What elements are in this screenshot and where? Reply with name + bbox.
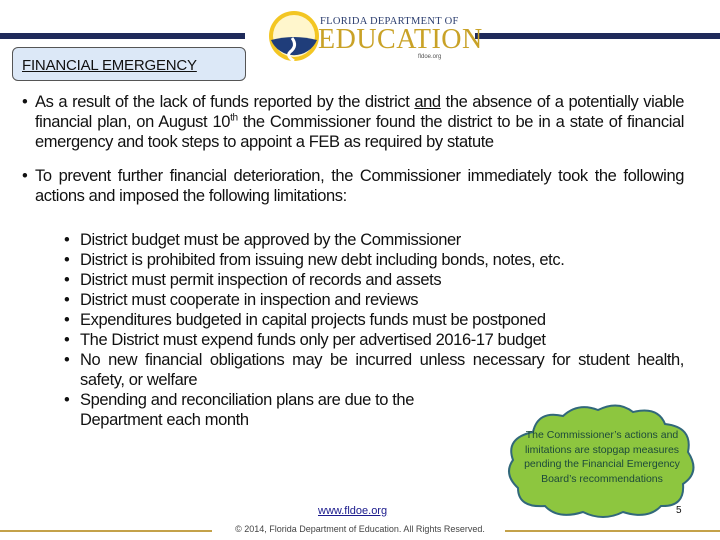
sub-bullet-icon: •	[64, 311, 70, 329]
sub-bullet-icon: •	[64, 331, 70, 349]
bullet-paragraph-2: • To prevent further financial deterioration, the Commissioner immediately took the following actions and imposed the following limitations:	[22, 167, 684, 205]
sub-bullet-icon: •	[64, 351, 70, 369]
header-bar-left	[0, 33, 245, 39]
sub-bullet-icon: •	[64, 391, 70, 409]
sub-bullet-item	[64, 330, 684, 350]
sub-bullet-icon: •	[64, 291, 70, 309]
fldoe-logo	[268, 8, 483, 64]
slide-title: FINANCIAL EMERGENCY	[22, 57, 197, 74]
sub-bullet-item	[64, 390, 485, 430]
header-bar-right	[475, 33, 720, 39]
limitations-list	[22, 230, 684, 430]
sub-bullet-item	[64, 270, 684, 290]
footer-line-right	[505, 530, 720, 532]
sub-bullet-text: District budget must be approved by the Commissioner	[80, 231, 461, 249]
sub-bullet-icon: •	[64, 271, 70, 289]
footer-line-left	[0, 530, 212, 532]
sub-bullet-item	[64, 310, 684, 330]
bullet-paragraph-1: • As a result of the lack of funds reported by the district and the absence of a potentially viable financial plan, on August 10th the Commissioner found the district to be in a state of financial emergency and took steps to appoint a FEB as required by statute	[22, 93, 685, 151]
sub-bullet-text: Expenditures budgeted in capital projects funds must be postponed	[80, 311, 546, 329]
bullet-icon: •	[22, 93, 28, 111]
sub-bullet-item	[64, 350, 684, 390]
sub-bullet-text: The District must expend funds only per advertised 2016-17 budget	[80, 331, 546, 349]
sub-bullet-item	[64, 250, 684, 270]
sub-bullet-item	[64, 230, 684, 250]
fldoe-link[interactable]: www.fldoe.org	[318, 505, 388, 517]
sub-bullet-item	[64, 290, 684, 310]
logo-line-2: EDUCATION	[318, 24, 483, 55]
page-number: 5	[676, 505, 682, 516]
sub-bullet-icon: •	[64, 251, 70, 269]
sub-bullet-text: District is prohibited from issuing new debt including bonds, notes, etc.	[80, 251, 565, 269]
logo-line-3: fldoe.org	[418, 54, 442, 60]
bullet-icon: •	[22, 167, 28, 185]
sub-bullet-icon: •	[64, 231, 70, 249]
logo-line-1: FLORIDA DEPARTMENT OF	[320, 16, 459, 27]
callout-text: The Commissioner’s actions and limitations are stopgap measures pending the Financial Emergency Board’s recommendations	[524, 429, 680, 485]
sub-bullet-text: No new financial obligations may be incurred unless necessary for student health, safety, or welfare	[80, 351, 684, 389]
sub-bullet-text: District must cooperate in inspection and reviews	[80, 291, 419, 309]
copyright: © 2014, Florida Department of Education. All Rights Reserved.	[235, 524, 485, 534]
slide-title-box	[12, 47, 246, 81]
sub-bullet-text: District must permit inspection of records and assets	[80, 271, 442, 289]
slide-content	[22, 92, 684, 430]
sub-bullet-text: Spending and reconciliation plans are due to the Department each month	[80, 391, 414, 429]
sun-road-icon	[268, 8, 320, 64]
